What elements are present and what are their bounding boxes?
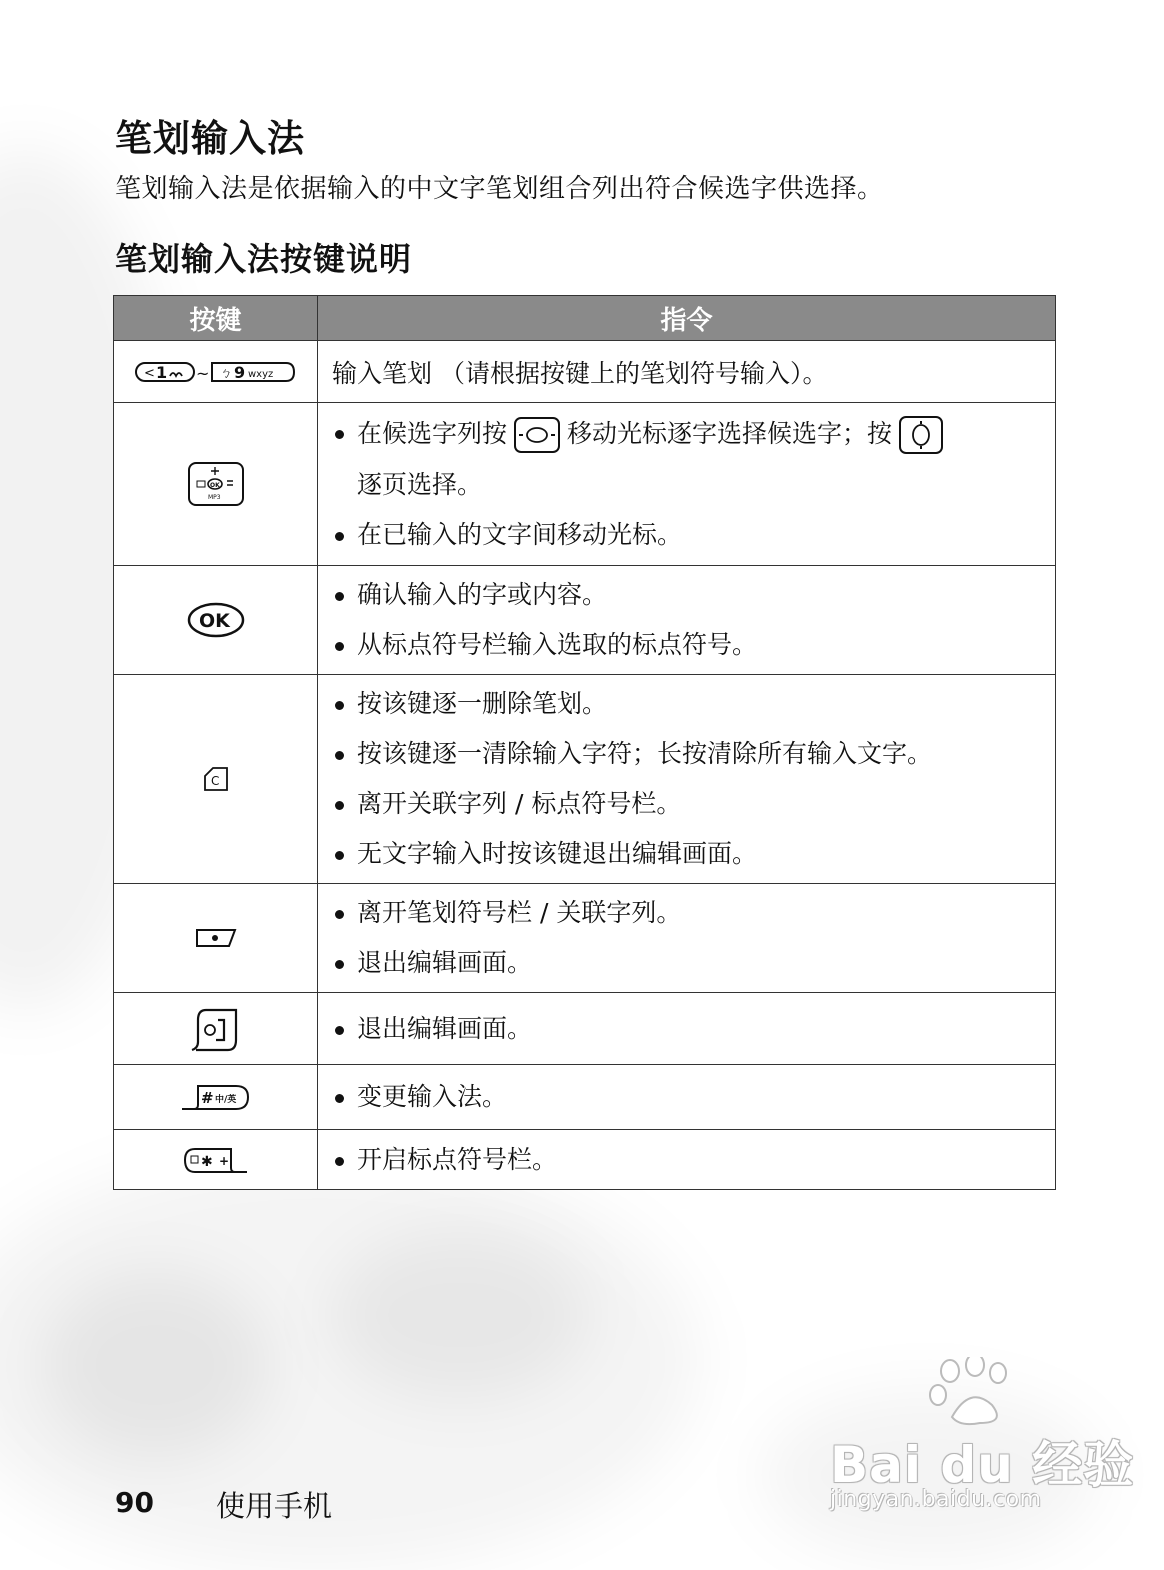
list-item: 变更输入法。 [332,1072,1043,1122]
command-cell [318,341,1056,403]
paw-logo-icon [820,1357,1110,1427]
table-row [114,1130,1056,1190]
right-soft-key-icon [194,927,238,949]
watermark-url: jingyan.baidu.com [830,1487,1042,1512]
svg-text:#: # [200,1089,214,1107]
svg-text:OK: OK [209,482,220,489]
table-row [114,403,1056,566]
key-cell [114,675,318,884]
table-row [114,341,1056,403]
bullet-list [332,1072,1043,1122]
svg-text:~: ~ [195,363,209,383]
bullet-list [332,679,1043,879]
svg-text:wxyz: wxyz [247,368,273,380]
svg-text:9: 9 [233,362,245,382]
list-item: 按该键逐一删除笔划。 [332,679,1043,729]
svg-text:+: + [218,1153,229,1168]
table-row [114,675,1056,884]
table-header-row [114,296,1056,341]
section-title: 笔划输入法按键说明 [115,240,413,278]
key-cell [114,993,318,1065]
chapter-label: 使用手机 [216,1489,333,1523]
key-cell [114,1130,318,1190]
list-item: 从标点符号栏输入选取的标点符号。 [332,620,1043,670]
list-item: 离开笔划符号栏 / 关联字列。 [332,888,1043,938]
svg-text:C: C [210,774,219,788]
clear-key-icon [201,764,231,794]
command-cell [318,1130,1056,1190]
list-item: 在已输入的文字间移动光标。 [332,510,1043,560]
list-item: 退出编辑画面。 [332,938,1043,988]
command-cell [318,1065,1056,1130]
bullet-list [332,888,1043,988]
command-text: 输入笔划 （请根据按键上的笔划符号输入）。 [332,358,828,388]
table-row [114,1065,1056,1130]
command-cell [318,993,1056,1065]
left-right-nav-icon [513,416,561,454]
command-cell [318,403,1056,566]
list-item: 按该键逐一清除输入字符；长按清除所有输入文字。 [332,729,1043,779]
ok-key-icon [186,601,246,639]
svg-text:MP3: MP3 [207,494,221,501]
table-row [114,993,1056,1065]
table-row [114,566,1056,675]
header-key: 按键 [114,296,318,341]
key-cell [114,341,318,403]
navigation-key-icon [187,461,245,507]
intro-paragraph: 笔划输入法是依据输入的中文字笔划组合列出符合候选字供选择。 [115,174,884,204]
key-cell [114,566,318,675]
watermark-brand: Bai du 经验 [830,1436,1135,1494]
bullet-list [332,1135,1043,1185]
bullet-list [332,408,1043,560]
svg-text:<: < [143,365,155,381]
key-instruction-table [113,295,1056,1190]
bullet-list [332,570,1043,670]
key-cell [114,403,318,566]
header-command: 指令 [318,296,1056,341]
key-cell [114,884,318,993]
list-item: 退出编辑画面。 [332,1004,1043,1054]
end-power-key-icon [188,1004,244,1054]
svg-text:1: 1 [155,362,167,382]
page-number: 90 [115,1486,154,1519]
table-row [114,884,1056,993]
star-key-icon [183,1145,249,1175]
number-keys-1-to-9-icon [134,357,298,387]
svg-text:✱: ✱ [200,1153,213,1170]
command-cell [318,566,1056,675]
page-title: 笔划输入法 [115,117,305,160]
list-item: 开启标点符号栏。 [332,1135,1043,1185]
list-item: 在候选字列按 移动光标逐字选择候选字；按 逐页选择。 [332,408,1043,510]
list-item: 无文字输入时按该键退出编辑画面。 [332,829,1043,879]
list-item: 确认输入的字或内容。 [332,570,1043,620]
bullet-list [332,1004,1043,1054]
list-item: 离开关联字列 / 标点符号栏。 [332,779,1043,829]
hash-key-icon [180,1082,252,1112]
svg-text:OK: OK [198,610,230,632]
svg-text:ㄅ: ㄅ [219,365,232,380]
key-cell [114,1065,318,1130]
command-cell [318,675,1056,884]
baidu-watermark [820,1357,1135,1527]
svg-text:中/英: 中/英 [214,1095,236,1105]
command-cell [318,884,1056,993]
up-down-nav-icon [898,415,944,455]
